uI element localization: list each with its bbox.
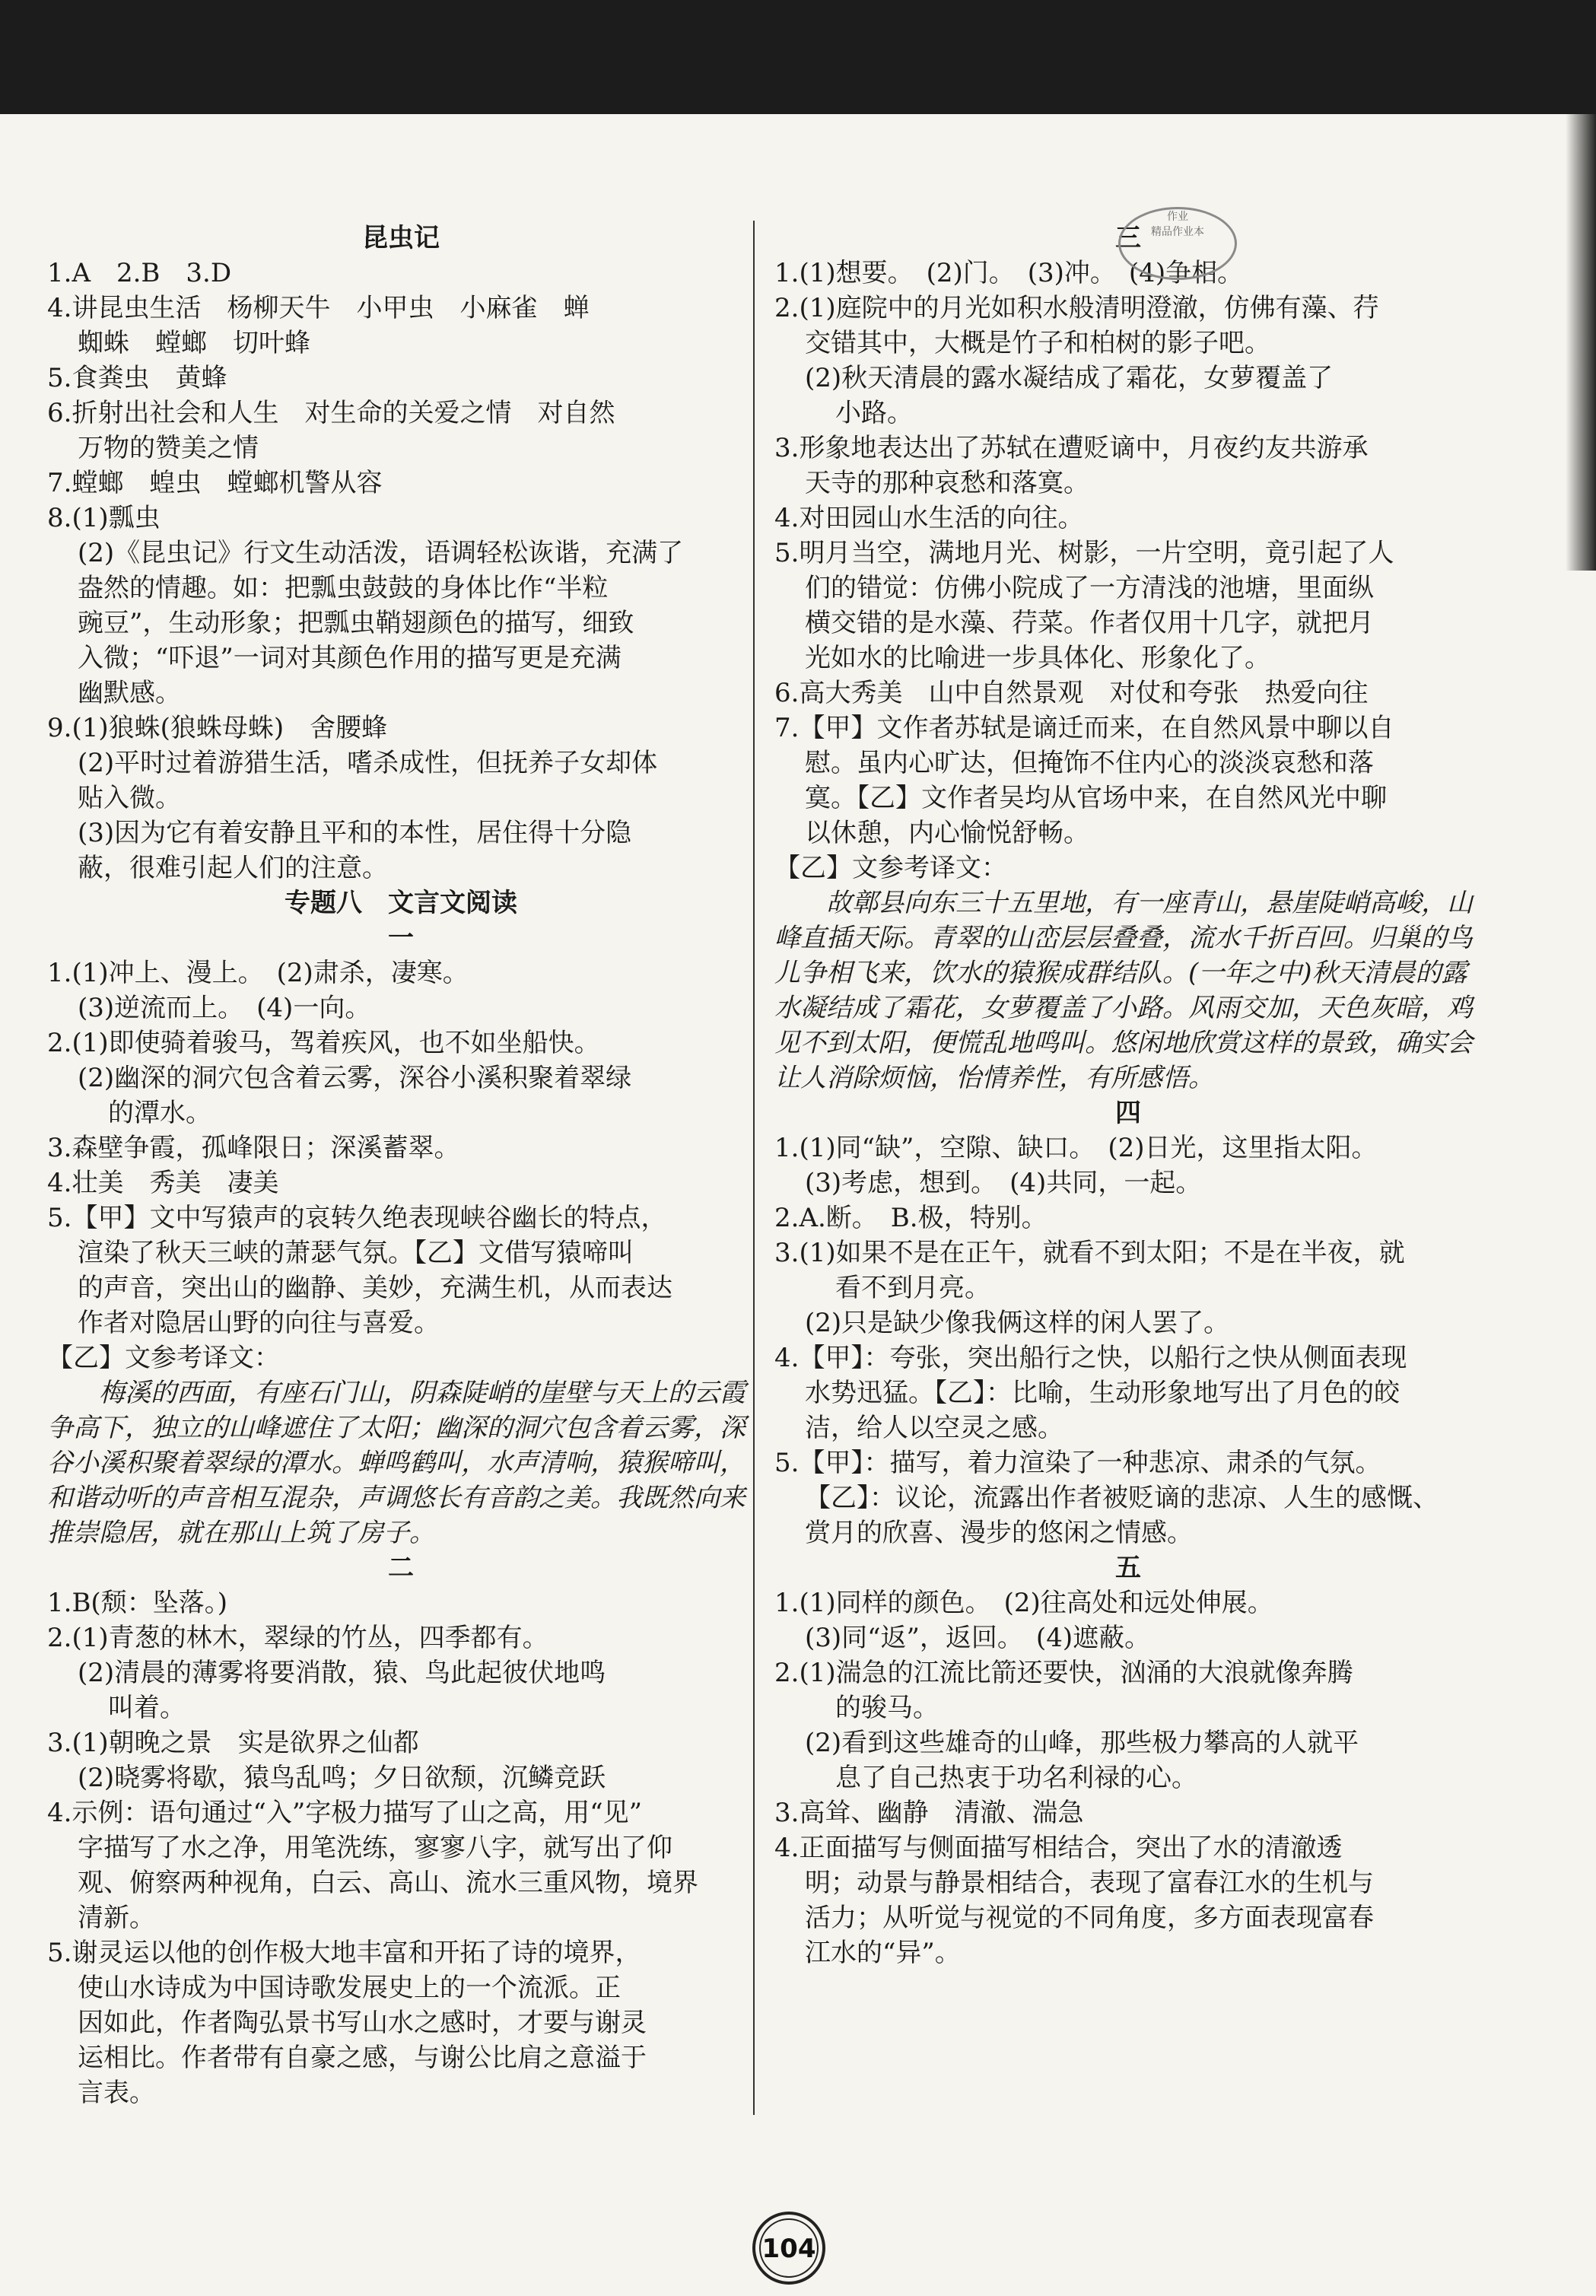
answer-line: 小路。	[835, 398, 913, 428]
answer-line: 作者对隐居山野的向往与喜爱。	[78, 1308, 440, 1338]
section-title: 昆虫记	[362, 223, 440, 253]
answer-line: 【乙】文参考译文：	[774, 853, 1007, 883]
answer-line: 1.(1)同“缺”，空隙、缺口。 (2)日光，这里指太阳。	[774, 1133, 1378, 1163]
answer-line: 9.(1)狼蛛(狼蛛母蛛) 舍腰蜂	[47, 713, 388, 743]
answer-line: 2.A.断。 B.极，特别。	[774, 1203, 1048, 1233]
answer-line: 7.螳螂 蝗虫 螳螂机警从容	[47, 468, 383, 498]
page-number: 104	[761, 2234, 816, 2264]
answer-line: 的声音，突出山的幽静、美妙，充满生机，从而表达	[78, 1273, 672, 1303]
section-title: 三	[1115, 223, 1141, 253]
answer-line: 4.对田园山水生活的向往。	[774, 503, 1084, 533]
right-column	[774, 221, 1482, 1970]
answer-line: 3.森壁争霞，孤峰限日；深溪蓄翠。	[47, 1133, 460, 1163]
answer-line: 入微；“吓退”一词对其颜色作用的描写更是充满	[78, 643, 622, 673]
answer-line: 的骏马。	[835, 1693, 939, 1723]
section-title: 四	[1115, 1098, 1141, 1128]
watermark-stamp	[1118, 207, 1237, 280]
answer-line: 交错其中，大概是竹子和柏树的影子吧。	[805, 328, 1270, 358]
answer-line: 1.(1)冲上、漫上。 (2)肃杀，凄寒。	[47, 958, 469, 988]
answer-line: 洁，给人以空灵之感。	[805, 1413, 1063, 1443]
left-column	[47, 221, 755, 2110]
answer-line: 4.壮美 秀美 凄美	[47, 1168, 279, 1198]
answer-line: 光如水的比喻进一步具体化、形象化了。	[805, 643, 1270, 673]
answer-line: (2)只是缺少像我俩这样的闲人罢了。	[805, 1308, 1230, 1338]
page-number-badge	[751, 2210, 827, 2286]
answer-line: 江水的“异”。	[805, 1938, 961, 1968]
answer-line: 4.示例：语句通过“入”字极力描写了山之高，用“见”	[47, 1798, 642, 1828]
answer-line: (2)《昆虫记》行文生动活泼，语调轻松诙谐，充满了	[78, 538, 684, 568]
answer-line: (3)因为它有着安静且平和的本性，居住得十分隐	[78, 818, 632, 848]
answer-line: 8.(1)瓢虫	[47, 503, 161, 533]
answer-line: 4.正面描写与侧面描写相结合，突出了水的清澈透	[774, 1833, 1343, 1863]
scan-shadow	[1566, 114, 1596, 571]
answer-line: 1.A 2.B 3.D	[47, 258, 232, 288]
answer-line: (2)看到这些雄奇的山峰，那些极力攀高的人就平	[805, 1728, 1359, 1758]
answer-line: 息了自己热衷于功名利禄的心。	[835, 1763, 1197, 1793]
answer-line: 字描写了水之净，用笔洗练，寥寥八字，就写出了仰	[78, 1833, 672, 1863]
answer-line: (3)同“返”，返回。 (4)遮蔽。	[805, 1623, 1151, 1653]
section-title: 五	[1115, 1553, 1141, 1583]
answer-line: 6.折射出社会和人生 对生命的关爱之情 对自然	[47, 398, 615, 428]
answer-line: 3.形象地表达出了苏轼在遭贬谪中，月夜约友共游承	[774, 433, 1369, 463]
answer-line: 明；动景与静景相结合，表现了富春江水的生机与	[805, 1868, 1374, 1898]
stamp-line1: 作业	[1167, 211, 1188, 223]
answer-line: 5.【甲】：描写，着力渲染了一种悲凉、肃杀的气氛。	[774, 1448, 1381, 1478]
answer-line: (2)秋天清晨的露水凝结成了霜花，女萝覆盖了	[805, 363, 1334, 393]
answer-line: (3)逆流而上。 (4)一向。	[78, 993, 371, 1023]
answer-line: 寞。【乙】文作者吴均从官场中来，在自然风光中聊	[805, 783, 1387, 813]
answer-line: 水势迅猛。【乙】：比喻，生动形象地写出了月色的皎	[805, 1378, 1400, 1408]
answer-line: 5.食粪虫 黄蜂	[47, 363, 227, 393]
answer-line: (3)考虑，想到。 (4)共同，一起。	[805, 1168, 1202, 1198]
translation-paragraph: 故鄣县向东三十五里地，有一座青山，悬崖陡峭高峻，山峰直插天际。青翠的山峦层层叠叠，流水千折百回。归巢的鸟儿争相飞来，饮水的猿猴成群结队。(一年之中)秋天清晨的露水凝结成了霜花，女萝覆盖了小路。风雨交加，天色灰暗，鸡见不到太阳，便慌乱地鸣叫。悠闲地欣赏这样的景致，确实会让人消除烦恼，怡情养性，有所感悟。	[774, 888, 1473, 1093]
section-title: 专题八 文言文阅读	[285, 888, 517, 918]
answer-line: 2.(1)青葱的林木，翠绿的竹丛，四季都有。	[47, 1623, 548, 1653]
answer-line: 看不到月亮。	[835, 1273, 990, 1303]
section-title: 二	[388, 1553, 414, 1583]
answer-line: 幽默感。	[78, 678, 181, 708]
answer-line: 7.【甲】文作者苏轼是谪迁而来，在自然风景中聊以自	[774, 713, 1394, 743]
answer-line: 4.讲昆虫生活 杨柳天牛 小甲虫 小麻雀 蝉	[47, 293, 590, 323]
answer-line: 5.谢灵运以他的创作极大地丰富和开拓了诗的境界，	[47, 1938, 641, 1968]
answer-line: (2)幽深的洞穴包含着云雾，深谷小溪积聚着翠绿	[78, 1063, 632, 1093]
answer-line: 5.【甲】文中写猿声的哀转久绝表现峡谷幽长的特点，	[47, 1203, 667, 1233]
answer-line: 1.(1)同样的颜色。 (2)往高处和远处伸展。	[774, 1588, 1273, 1618]
translation-paragraph: 梅溪的西面，有座石门山，阴森陡峭的崖壁与天上的云霞争高下，独立的山峰遮住了太阳；幽深的洞穴包含着云雾，深谷小溪积聚着翠绿的潭水。蝉鸣鹤叫，水声清响，猿猴啼叫，和谐动听的声音相互混杂，声调悠长有音韵之美。我既然向来推崇隐居，就在那山上筑了房子。	[47, 1378, 746, 1548]
answer-line: 3.(1)如果不是在正午，就看不到太阳；不是在半夜，就	[774, 1238, 1405, 1268]
answer-line: 横交错的是水藻、荇菜。作者仅用十几字，就把月	[805, 608, 1374, 638]
section-title: 一	[388, 923, 414, 953]
answer-line: 贴入微。	[78, 783, 181, 813]
scan-top-band	[0, 0, 1596, 114]
answer-line: 运相比。作者带有自豪之感，与谢公比肩之意溢于	[78, 2043, 647, 2073]
answer-line: 3.(1)朝晚之景 实是欲界之仙都	[47, 1728, 419, 1758]
answer-line: 天寺的那种哀愁和落寞。	[805, 468, 1089, 498]
answer-line: 使山水诗成为中国诗歌发展史上的一个流派。正	[78, 1973, 621, 2003]
answer-line: 3.高耸、幽静 清澈、湍急	[774, 1798, 1084, 1828]
stamp-line2: 精品作业本	[1151, 226, 1204, 238]
answer-line: 以休憩，内心愉悦舒畅。	[805, 818, 1089, 848]
answer-line: 2.(1)庭院中的月光如积水般清明澄澈，仿佛有藻、荇	[774, 293, 1379, 323]
answer-line: 万物的赞美之情	[78, 433, 259, 463]
answer-line: 观、俯察两种视角，白云、高山、流水三重风物，境界	[78, 1868, 698, 1898]
answer-line: 5.明月当空，满地月光、树影，一片空明，竟引起了人	[774, 538, 1394, 568]
answer-line: 言表。	[78, 2078, 155, 2108]
answer-line: 清新。	[78, 1903, 155, 1933]
answer-line: 的潭水。	[108, 1098, 211, 1128]
answer-line: 慰。虽内心旷达，但掩饰不住内心的淡淡哀愁和落	[805, 748, 1374, 778]
answer-line: 1.B(颓：坠落。)	[47, 1588, 227, 1618]
answer-line: 因如此，作者陶弘景书写山水之感时，才要与谢灵	[78, 2008, 647, 2038]
answer-line: 【乙】文参考译文：	[47, 1343, 280, 1373]
answer-line: 6.高大秀美 山中自然景观 对仗和夸张 热爱向往	[774, 678, 1369, 708]
answer-line: 4.【甲】：夸张，突出船行之快，以船行之快从侧面表现	[774, 1343, 1407, 1373]
answer-line: (2)平时过着游猎生活，嗜杀成性，但抚养子女却体	[78, 748, 658, 778]
answer-line: 们的错觉：仿佛小院成了一方清浅的池塘，里面纵	[805, 573, 1374, 603]
answer-line: 渲染了秋天三峡的萧瑟气氛。【乙】文借写猿啼叫	[78, 1238, 634, 1268]
answer-line: 1.(1)想要。 (2)门。 (3)冲。 (4)争相。	[774, 258, 1244, 288]
answer-line: 蔽，很难引起人们的注意。	[78, 853, 388, 883]
answer-line: 活力；从听觉与视觉的不同角度，多方面表现富春	[805, 1903, 1374, 1933]
answer-line: 2.(1)湍急的江流比箭还要快，汹涌的大浪就像奔腾	[774, 1658, 1353, 1688]
answer-line: (2)晓雾将歇，猿鸟乱鸣；夕日欲颓，沉鳞竞跃	[78, 1763, 606, 1793]
column-divider	[753, 221, 755, 2115]
answer-line: 豌豆”，生动形象；把瓢虫鞘翅颜色的描写，细致	[78, 608, 634, 638]
answer-line: 【乙】：议论，流露出作者被贬谪的悲凉、人生的感慨、	[805, 1483, 1439, 1513]
answer-line: 叫着。	[108, 1693, 186, 1723]
answer-line: 盎然的情趣。如：把瓢虫鼓鼓的身体比作“半粒	[78, 573, 609, 603]
answer-line: 2.(1)即使骑着骏马，驾着疾风，也不如坐船快。	[47, 1028, 600, 1058]
answer-line: 赏月的欣喜、漫步的悠闲之情感。	[805, 1518, 1193, 1548]
answer-line: (2)清晨的薄雾将要消散，猿、鸟此起彼伏地鸣	[78, 1658, 606, 1688]
answer-line: 蜘蛛 螳螂 切叶蜂	[78, 328, 310, 358]
